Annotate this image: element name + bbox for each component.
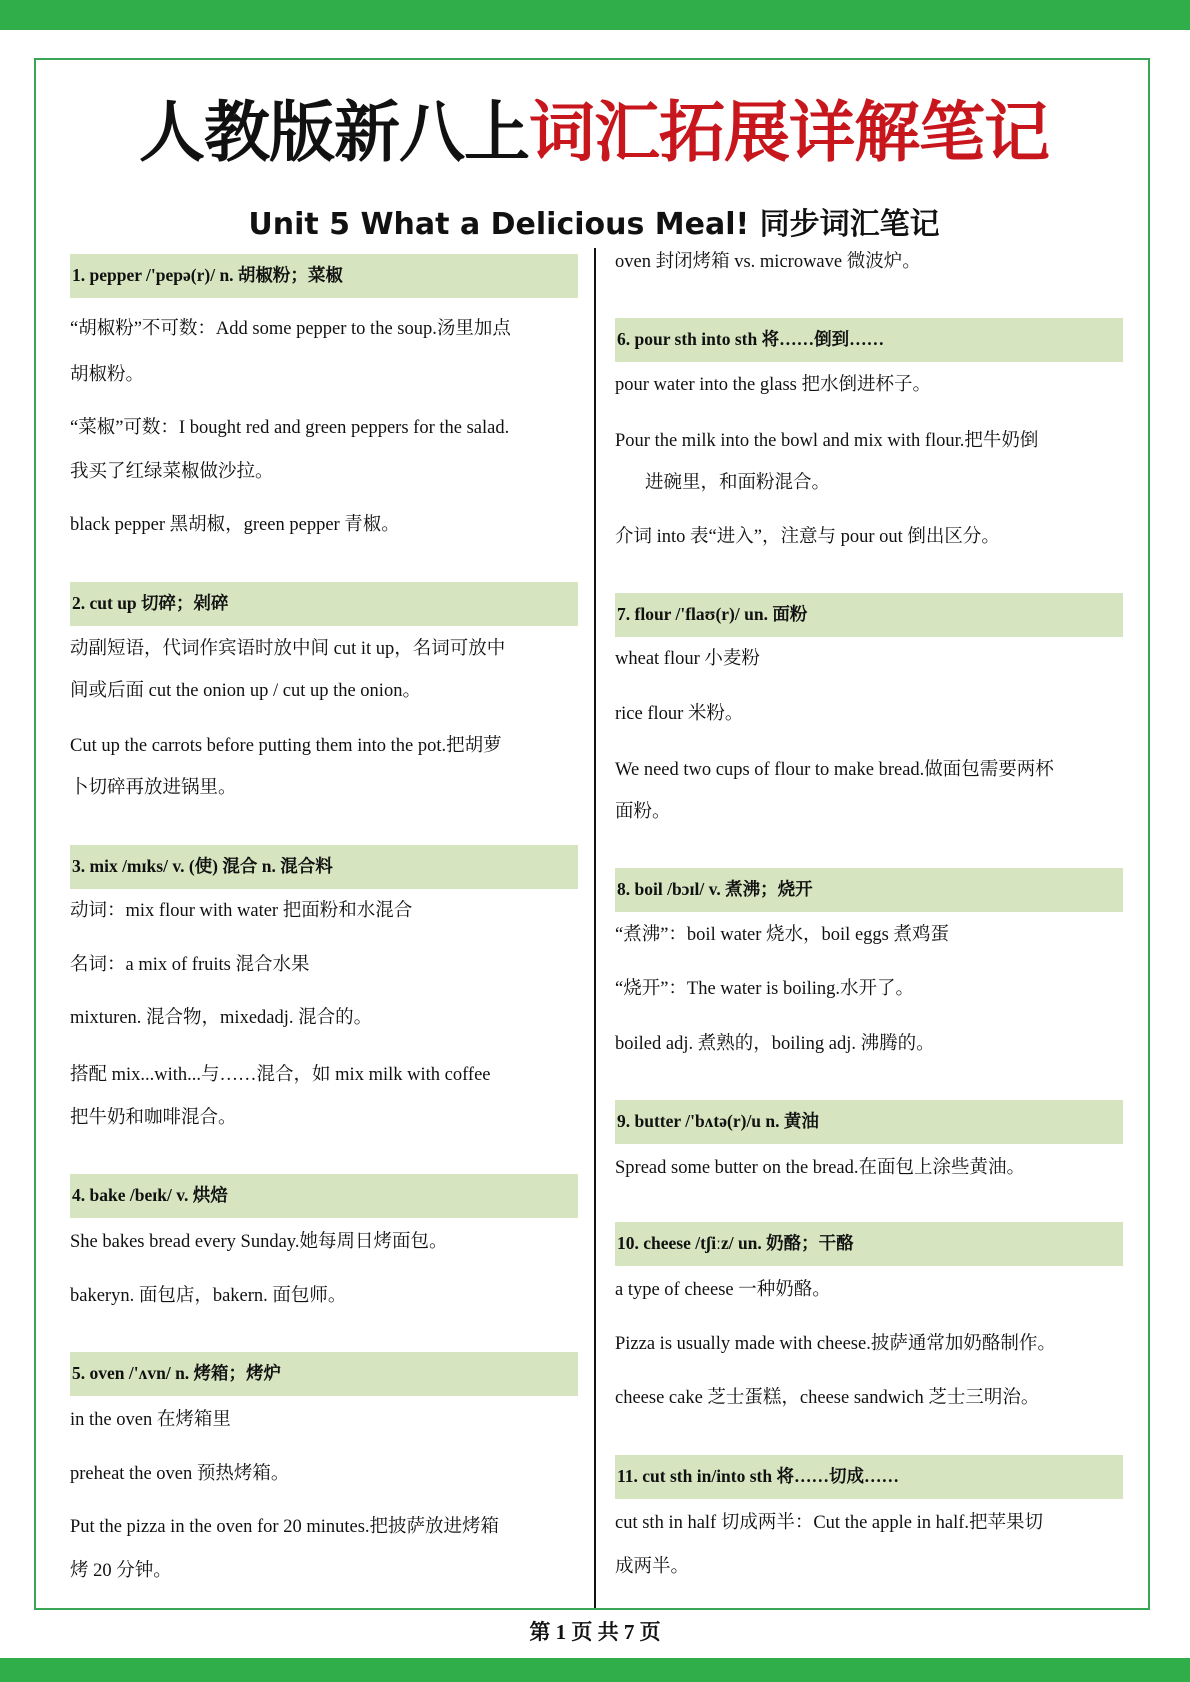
entry-line: She bakes bread every Sunday.她每周日烤面包。 [70, 1232, 448, 1252]
entry-line: boiled adj. 煮熟的，boiling adj. 沸腾的。 [615, 1034, 935, 1054]
page-number: 第 1 页 共 7 页 [529, 1620, 661, 1644]
entry-line: “胡椒粉”不可数：Add some pepper to the soup.汤里加点 [70, 319, 511, 339]
entry-line: black pepper 黑胡椒，green pepper 青椒。 [70, 515, 400, 535]
entry-line: preheat the oven 预热烤箱。 [70, 1464, 290, 1484]
entry-line: “烧开”：The water is boiling.水开了。 [615, 979, 915, 999]
entry-line: 我买了红绿菜椒做沙拉。 [70, 462, 274, 482]
entry-line: Pizza is usually made with cheese.披萨通常加奶酪制作。 [615, 1334, 1056, 1354]
entry-heading-pour: 6. pour sth into sth 将……倒到…… [615, 318, 1123, 362]
entry-line: cheese cake 芝士蛋糕，cheese sandwich 芝士三明治。 [615, 1388, 1040, 1408]
entry-line: 把牛奶和咖啡混合。 [70, 1108, 237, 1128]
entry-line: in the oven 在烤箱里 [70, 1410, 231, 1430]
bottom-green-bar [0, 1658, 1190, 1682]
entry-line: 动副短语，代词作宾语时放中间 cut it up，名词可放中 [70, 639, 506, 659]
entry-heading-boil: 8. boil /bɔɪl/ v. 煮沸；烧开 [615, 868, 1123, 912]
entry-line: rice flour 米粉。 [615, 704, 744, 724]
entry-line: cut sth in half 切成两半：Cut the apple in half.把苹果切 [615, 1513, 1044, 1533]
entry-line: 面粉。 [615, 802, 671, 822]
entry-line: wheat flour 小麦粉 [615, 649, 760, 669]
entry-line: Spread some butter on the bread.在面包上涂些黄油。 [615, 1158, 1026, 1178]
entry-heading-mix: 3. mix /mɪks/ v. (使) 混合 n. 混合料 [70, 845, 578, 889]
entry-line: 动词：mix flour with water 把面粉和水混合 [70, 901, 413, 921]
title-black-part: 人教版新八上 [139, 94, 529, 171]
entry-line: “煮沸”：boil water 烧水，boil eggs 煮鸡蛋 [615, 925, 949, 945]
entry-line: 胡椒粉。 [70, 365, 145, 385]
entry-line: 间或后面 cut the onion up / cut up the onion。 [70, 681, 421, 701]
entry-line: pour water into the glass 把水倒进杯子。 [615, 375, 932, 395]
entry-line: Pour the milk into the bowl and mix with flour.把牛奶倒 [615, 431, 1039, 451]
entry-heading-cut-into: 11. cut sth in/into sth 将……切成…… [615, 1455, 1123, 1499]
entry-heading-oven: 5. oven /'ʌvn/ n. 烤箱；烤炉 [70, 1352, 578, 1396]
entry-line: Put the pizza in the oven for 20 minutes.把披萨放进烤箱 [70, 1517, 500, 1537]
entry-line: mixturen. 混合物，mixedadj. 混合的。 [70, 1008, 373, 1028]
entry-line: 烤 20 分钟。 [70, 1561, 172, 1581]
page-subtitle: Unit 5 What a Delicious Meal! 同步词汇笔记 [248, 207, 940, 242]
entry-line: We need two cups of flour to make bread.做面包需要两杯 [615, 760, 1054, 780]
entry-line: “菜椒”可数：I bought red and green peppers for the salad. [70, 418, 510, 438]
top-green-bar [0, 0, 1190, 30]
entry-line: Cut up the carrots before putting them into the pot.把胡萝 [70, 736, 502, 756]
entry-heading-butter: 9. butter /'bʌtə(r)/u n. 黄油 [615, 1100, 1123, 1144]
entry-line: 卜切碎再放进锅里。 [70, 778, 237, 798]
entry-line: 名词：a mix of fruits 混合水果 [70, 955, 310, 975]
entry-line: bakeryn. 面包店，bakern. 面包师。 [70, 1286, 347, 1306]
entry-heading-bake: 4. bake /beɪk/ v. 烘焙 [70, 1174, 578, 1218]
entry-line: 介词 into 表“进入”，注意与 pour out 倒出区分。 [615, 527, 1000, 547]
entry-line: 成两半。 [615, 1557, 690, 1577]
page-title [34, 88, 1154, 178]
entry-line: 搭配 mix...with...与……混合，如 mix milk with coffee [70, 1065, 491, 1085]
column-divider [594, 248, 596, 1608]
entry-line: oven 封闭烤箱 vs. microwave 微波炉。 [615, 252, 921, 272]
entry-heading-flour: 7. flour /'flaʊ(r)/ un. 面粉 [615, 593, 1123, 637]
entry-heading-cut-up: 2. cut up 切碎；剁碎 [70, 582, 578, 626]
title-red-part: 词汇拓展详解笔记 [529, 94, 1049, 171]
entry-heading-pepper: 1. pepper /'pepə(r)/ n. 胡椒粉；菜椒 [70, 254, 578, 298]
entry-line: 进碗里，和面粉混合。 [645, 473, 831, 493]
entry-line: a type of cheese 一种奶酪。 [615, 1280, 831, 1300]
entry-heading-cheese: 10. cheese /tʃiːz/ un. 奶酪；干酪 [615, 1222, 1123, 1266]
